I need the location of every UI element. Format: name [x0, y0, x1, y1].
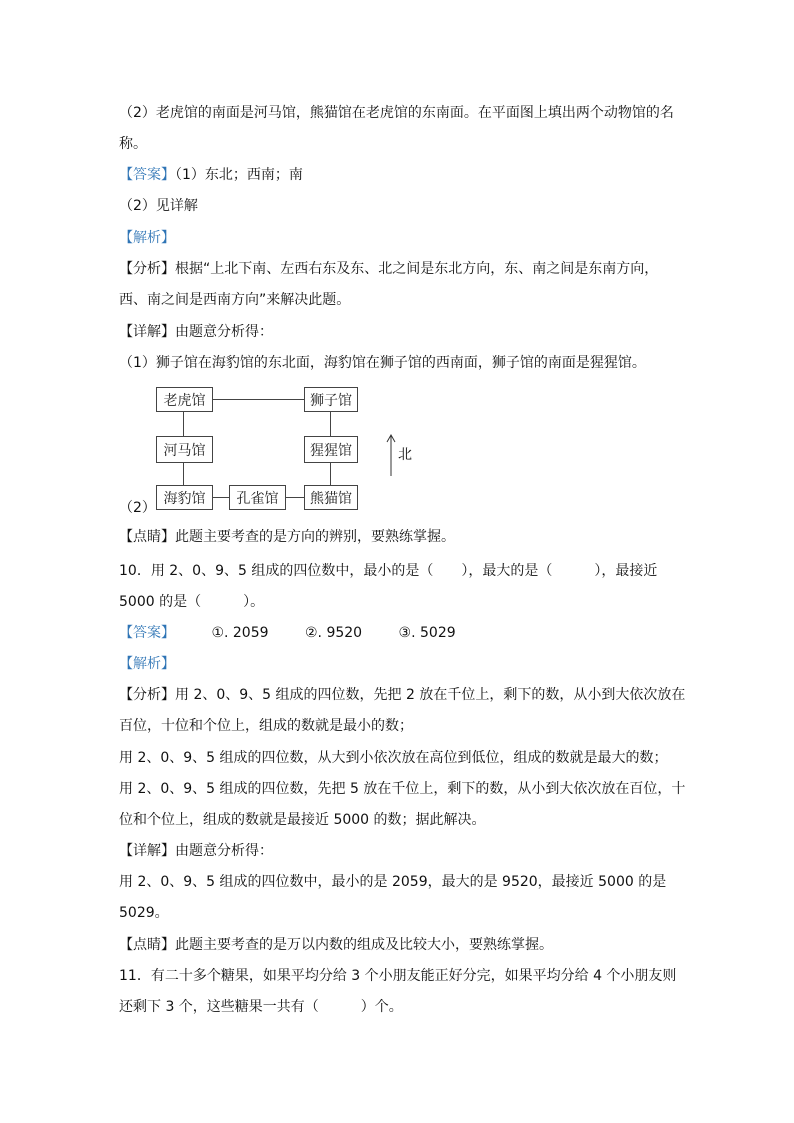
pavilion-shizi: 狮子馆 [304, 387, 358, 412]
answer-text: （1）东北；西南；南 [175, 167, 303, 183]
q10-detail-line2: 5029。 [119, 905, 169, 921]
q10-line2: 5000 的是（ ）。 [119, 594, 265, 610]
q10-xiangjie: 【详解】由题意分析得： [119, 843, 273, 859]
north-label: 北 [398, 447, 412, 463]
q10-line1: 10．用 2、0、9、5 组成的四位数中，最小的是（ ），最大的是（ ），最接近 [119, 563, 658, 579]
line-laohu-shizi [212, 399, 305, 400]
line-kongque-xiongmao [285, 497, 305, 498]
q10-fenxi-line2: 百位，十位和个位上，组成的数就是最小的数； [119, 718, 413, 734]
q11-line1: 11．有二十多个糖果，如果平均分给 3 个小朋友能正好分完，如果平均分给 4 个小朋友则 [119, 968, 677, 984]
q9-jiexi-tag: 【解析】 [119, 230, 175, 246]
q9-part2-line1: （2）老虎馆的南面是河马馆，熊猫馆在老虎馆的东南面。在平面图上填出两个动物馆的名 [119, 105, 674, 121]
line-shizi-xingxing [330, 411, 331, 437]
q10-dianjing: 【点睛】此题主要考查的是万以内数的组成及比较大小，要熟练掌握。 [119, 937, 553, 953]
pavilion-laohu: 老虎馆 [156, 387, 213, 412]
q9-dianjing: 【点睛】此题主要考查的是方向的辨别，要熟练掌握。 [119, 529, 455, 545]
line-haibao-kongque [212, 497, 230, 498]
q10-fenxi-line5: 位和个位上，组成的数就是最接近 5000 的数；据此解决。 [119, 812, 486, 828]
pavilion-xiongmao-answer: 熊猫馆 [304, 485, 358, 510]
q11-line2: 还剩下 3 个，这些糖果一共有（ ）个。 [119, 999, 403, 1015]
q10-jiexi-tag: 【解析】 [119, 656, 175, 672]
line-hema-haibao [183, 462, 184, 486]
q9-answer [119, 167, 303, 183]
answer-item-1: ①. 2059 [211, 625, 269, 641]
q10-answer [119, 625, 456, 641]
line-xingxing-xiongmao [330, 462, 331, 486]
pavilion-xingxing: 猩猩馆 [304, 436, 358, 463]
north-arrow-icon [384, 432, 398, 476]
answer-tag: 【答案】 [119, 167, 175, 183]
fenxi-text: 根据“上北下南、左西右东及东、北之间是东北方向，东、南之间是东南方向， [175, 261, 659, 277]
answer-tag: 【答案】 [119, 625, 175, 641]
q10-fenxi-line1: 【分析】用 2、0、9、5 组成的四位数，先把 2 放在千位上，剩下的数，从小到大依次放在 [119, 687, 686, 703]
answer-item-3: ③. 5029 [398, 625, 456, 641]
q10-fenxi-line4: 用 2、0、9、5 组成的四位数，先把 5 放在千位上，剩下的数，从小到大依次放在百位，十 [119, 781, 686, 797]
q9-xiangjie: 【详解】由题意分析得： [119, 324, 273, 340]
pavilion-hema-answer: 河马馆 [156, 436, 213, 463]
q9-detail-1: （1）狮子馆在海豹馆的东北面，海豹馆在狮子馆的西南面，狮子馆的南面是猩猩馆。 [119, 355, 646, 371]
q10-detail-line1: 用 2、0、9、5 组成的四位数中，最小的是 2059，最大的是 9520，最接近 5000 的是 [119, 874, 667, 890]
diagram-part-label: （2） [119, 500, 156, 516]
line-laohu-hema [183, 411, 184, 437]
pavilion-kongque: 孔雀馆 [229, 485, 286, 510]
q9-fenxi-line2: 西、南之间是西南方向”来解决此题。 [119, 292, 351, 308]
q9-part2-line2: 称。 [119, 136, 147, 152]
q9-answer-2: （2）见详解 [119, 198, 198, 214]
q10-fenxi-line3: 用 2、0、9、5 组成的四位数，从大到小依次放在高位到低位，组成的数就是最大的数； [119, 750, 668, 766]
fenxi-tag: 【分析】 [119, 261, 175, 277]
answer-item-2: ②. 9520 [305, 625, 363, 641]
pavilion-haibao: 海豹馆 [156, 485, 213, 510]
q9-fenxi-line1 [119, 261, 658, 277]
